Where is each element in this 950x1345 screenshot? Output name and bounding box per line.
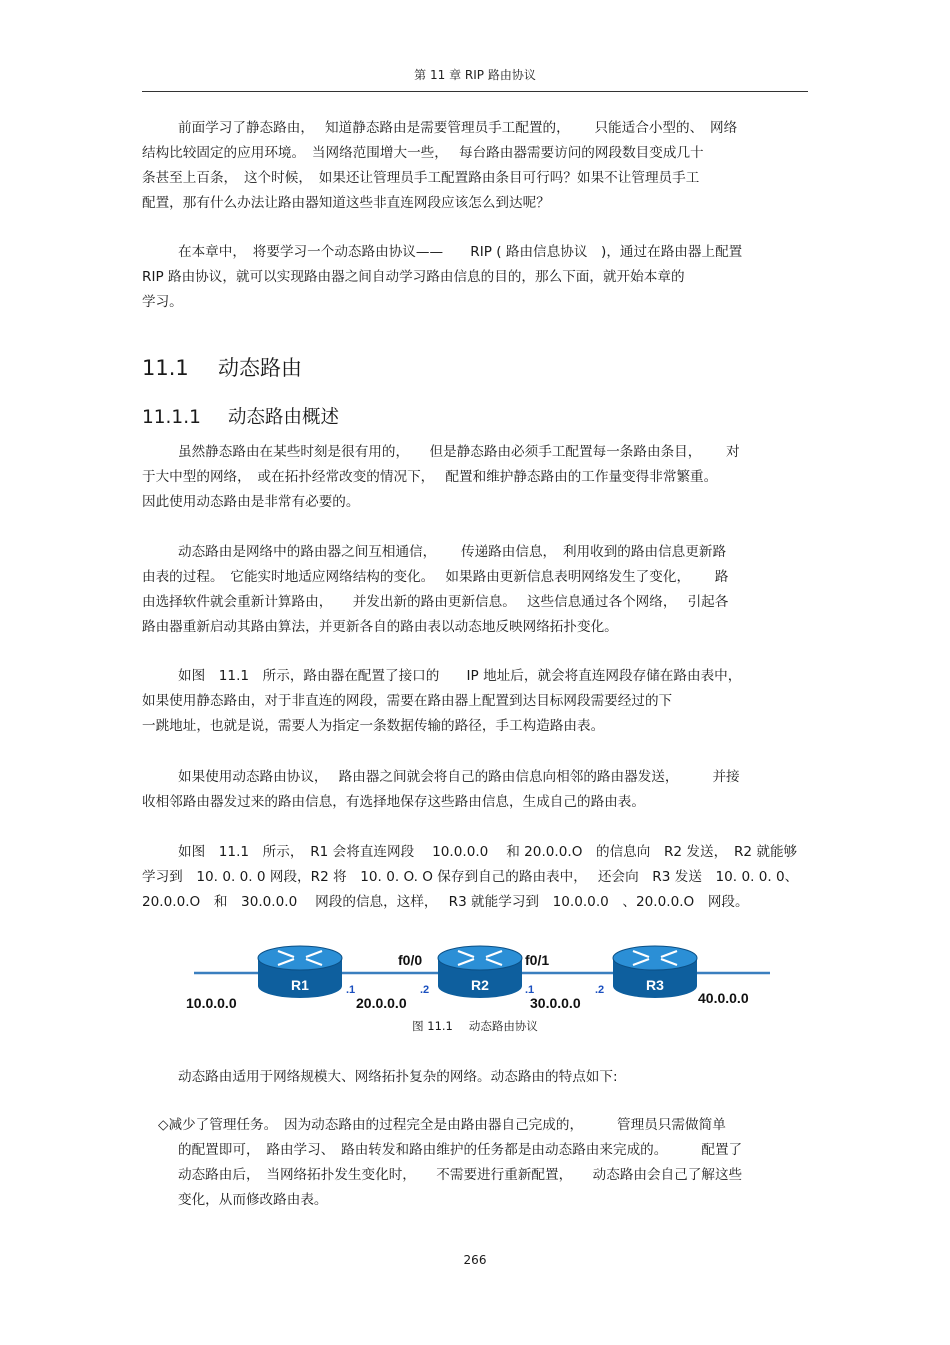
network-label: 30.0.0.0 — [530, 995, 581, 1011]
router-icon — [438, 946, 522, 998]
host-id-label: .2 — [595, 984, 605, 996]
text-line: 虽然静态路由在某些时刻是很有用的， 但是静态路由必须手工配置每一条路由条目， 对 — [178, 444, 740, 460]
figure-caption — [142, 1018, 808, 1034]
router-top — [613, 946, 697, 970]
host-id-label: .2 — [420, 984, 430, 996]
text-line: 20.0.0.O 和 30.0.0.0 网段的信息，这样， R3 就能学习到 10.0.0.0 、20.0.0.O 网段。 — [142, 894, 749, 910]
text-line: 前面学习了静态路由， 知道静态路由是需要管理员手工配置的， 只能适合小型的、 网络 — [178, 120, 738, 136]
figure-number: 图 11.1 — [412, 1019, 453, 1033]
router-icon — [613, 946, 697, 998]
intro-paragraph-2 — [142, 240, 808, 315]
body-paragraph-6 — [142, 765, 808, 815]
body-paragraph-3 — [142, 440, 808, 515]
text-line: 路由器重新启动其路由算法，并更新各自的路由表以动态地反映网络拓扑变化。 — [142, 619, 618, 635]
router-label: R2 — [471, 977, 489, 993]
text-line: ◇减少了管理任务。 因为动态路由的过程完全是由路由器自己完成的， 管理员只需做简单 — [158, 1117, 726, 1133]
section-number: 11.1 — [142, 356, 189, 380]
page-number: 266 — [463, 1253, 487, 1267]
text-line: 如果使用动态路由协议， 路由器之间就会将自己的路由信息向相邻的路由器发送， 并接 — [178, 769, 740, 785]
text-line: 动态路由是网络中的路由器之间互相通信， 传递路由信息， 利用收到的路由信息更新路 — [178, 544, 727, 560]
text-line: 动态路由适用于网络规模大、网络拓扑复杂的网络。动态路由的特点如下: — [178, 1069, 618, 1085]
interface-label: f0/1 — [525, 952, 550, 968]
text-line: 动态路由后， 当网络拓扑发生变化时， 不需要进行重新配置， 动态路由会自己了解这些 — [178, 1167, 743, 1183]
body-paragraph-8 — [142, 1065, 808, 1090]
subsection-heading — [142, 403, 339, 429]
text-line: 如图 11.1 所示，路由器在配置了接口的 IP 地址后，就会将直连网段存储在路由表中， — [178, 668, 742, 684]
text-line: 的配置即可， 路由学习、 路由转发和路由维护的任务都是由动态路由来完成的。 配置了 — [178, 1142, 743, 1158]
router-icon — [258, 946, 342, 998]
page-header: 第 11 章 RIP 路由协议 — [414, 68, 536, 82]
subsection-title: 动态路由概述 — [228, 407, 340, 428]
text-line: 收相邻路由器发过来的路由信息，有选择地保存这些路由信息，生成自己的路由表。 — [142, 794, 645, 810]
text-line: 学习到 10. 0. 0. 0 网段，R2 将 10. 0. O. O 保存到自己的路由表中， 还会向 R3 发送 10. 0. 0. 0、 — [142, 869, 799, 885]
figure-caption-text: 动态路由协议 — [468, 1019, 538, 1033]
section-title: 动态路由 — [218, 356, 302, 380]
body-paragraph-4 — [142, 540, 808, 640]
router-label: R1 — [291, 977, 309, 993]
router-top — [438, 946, 522, 970]
text-line: 变化，从而修改路由表。 — [178, 1192, 328, 1208]
router-label: R3 — [646, 977, 664, 993]
text-line: 由表的过程。 它能实时地适应网络结构的变化。 如果路由更新信息表明网络发生了变化， 路 — [142, 569, 729, 585]
router-top — [258, 946, 342, 970]
interface-label: f0/0 — [398, 952, 423, 968]
header-divider — [142, 91, 808, 92]
network-label: 20.0.0.0 — [356, 995, 407, 1011]
text-line: 结构比较固定的应用环境。 当网络范围增大一些， 每台路由器需要访问的网段数目变成几十 — [142, 145, 704, 161]
network-topology-figure — [180, 938, 780, 1018]
text-line: 如图 11.1 所示， R1 会将直连网段 10.0.0.0 和 20.0.0.O 的信息向 R2 发送， R2 就能够 — [178, 844, 798, 860]
text-line: 在本章中， 将要学习一个动态路由协议—— RIP ( 路由信息协议 )，通过在路由器上配置 — [178, 244, 743, 260]
network-label: 10.0.0.0 — [186, 995, 237, 1011]
host-id-label: .1 — [525, 984, 535, 996]
text-line: 由选择软件就会重新计算路由， 并发出新的路由更新信息。 这些信息通过各个网络， 引起各 — [142, 594, 729, 610]
subsection-number: 11.1.1 — [142, 407, 201, 428]
text-line: 于大中型的网络， 或在拓扑经常改变的情况下， 配置和维护静态路由的工作量变得非常繁重。 — [142, 469, 718, 485]
text-line: 条甚至上百条， 这个时候， 如果还让管理员手工配置路由条目可行吗？如果不让管理员手工 — [142, 170, 700, 186]
text-line: 学习。 — [142, 294, 183, 310]
text-line: 一跳地址，也就是说，需要人为指定一条数据传输的路径，手工构造路由表。 — [142, 718, 605, 734]
body-paragraph-5 — [142, 664, 808, 739]
text-line: 配置，那有什么办法让路由器知道这些非直连网段应该怎么到达呢？ — [142, 195, 550, 211]
host-id-label: .1 — [346, 984, 356, 996]
network-label: 40.0.0.0 — [698, 990, 749, 1006]
text-line: 因此使用动态路由是非常有必要的。 — [142, 494, 360, 510]
section-heading — [142, 352, 302, 382]
bullet-item — [158, 1113, 808, 1213]
text-line: RIP 路由协议，就可以实现路由器之间自动学习路由信息的目的，那么下面，就开始本章的 — [142, 269, 685, 285]
intro-paragraph-1 — [142, 116, 808, 216]
text-line: 如果使用静态路由，对于非直连的网段，需要在路由器上配置到达目标网段需要经过的下 — [142, 693, 673, 709]
body-paragraph-7 — [142, 840, 808, 915]
